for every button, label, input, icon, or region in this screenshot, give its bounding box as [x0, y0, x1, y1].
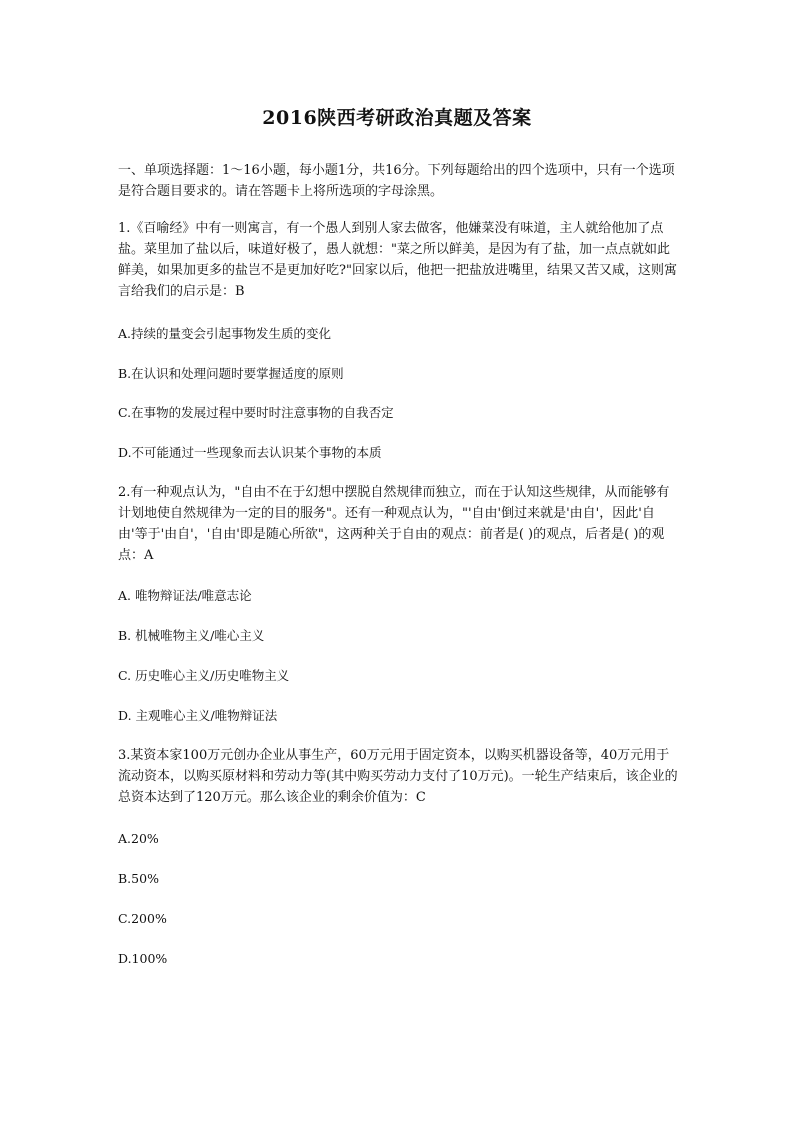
document-title: 2016陕西考研政治真题及答案 [262, 107, 532, 129]
question-1-option-d: D.不可能通过一些现象而去认识某个事物的本质 [118, 445, 382, 460]
section-instructions: 一、单项选择题：1～16小题，每小题1分，共16分。下列每题给出的四个选项中，只有一个选项是符合题目要求的。请在答题卡上将所选项的字母涂黑。 [118, 163, 675, 199]
question-3-option-d: D.100% [118, 951, 168, 966]
question-1-option-b: B.在认识和处理问题时要掌握适度的原则 [118, 366, 344, 381]
question-2-stem: 2.有一种观点认为，"自由不在于幻想中摆脱自然规律而独立，而在于认知这些规律，从而能够有计划地使自然规律为一定的目的服务"。还有一种观点认为，"'自由'倒过来就是'由自'，因此'自由'等于'由自'，'自由'即是随心所欲"，这两种关于自由的观点：前者是( )的观点，后者是( )的观点：A [118, 485, 670, 563]
question-3-option-b: B.50% [118, 871, 159, 886]
question-1-stem: 1.《百喻经》中有一则寓言，有一个愚人到别人家去做客，他嫌菜没有味道，主人就给他加了点盐。菜里加了盐以后，味道好极了，愚人就想："菜之所以鲜美，是因为有了盐，加一点点就如此鲜美，如果加更多的盐岂不是更加好吃?"回家以后，他把一把盐放进嘴里，结果又苦又咸，这则寓言给我们的启示是：B [118, 221, 677, 299]
question-2-option-c: C. 历史唯心主义/历史唯物主义 [118, 668, 290, 683]
question-2-option-b: B. 机械唯物主义/唯心主义 [118, 628, 265, 643]
question-2-option-d: D. 主观唯心主义/唯物辩证法 [118, 708, 278, 723]
question-2-option-a: A. 唯物辩证法/唯意志论 [118, 588, 252, 603]
question-1-option-a: A.持续的量变会引起事物发生质的变化 [118, 326, 332, 341]
question-1-option-c: C.在事物的发展过程中要时时注意事物的自我否定 [118, 405, 394, 420]
question-3-option-a: A.20% [118, 831, 159, 846]
question-3-option-c: C.200% [118, 911, 167, 926]
question-3-stem: 3.某资本家100万元创办企业从事生产，60万元用于固定资本，以购买机器设备等，40万元用于流动资本，以购买原材料和劳动力等(其中购买劳动力支付了10万元)。一轮生产结束后，该企业的总资本达到了120万元。那么该企业的剩余价值为：C [118, 748, 678, 805]
